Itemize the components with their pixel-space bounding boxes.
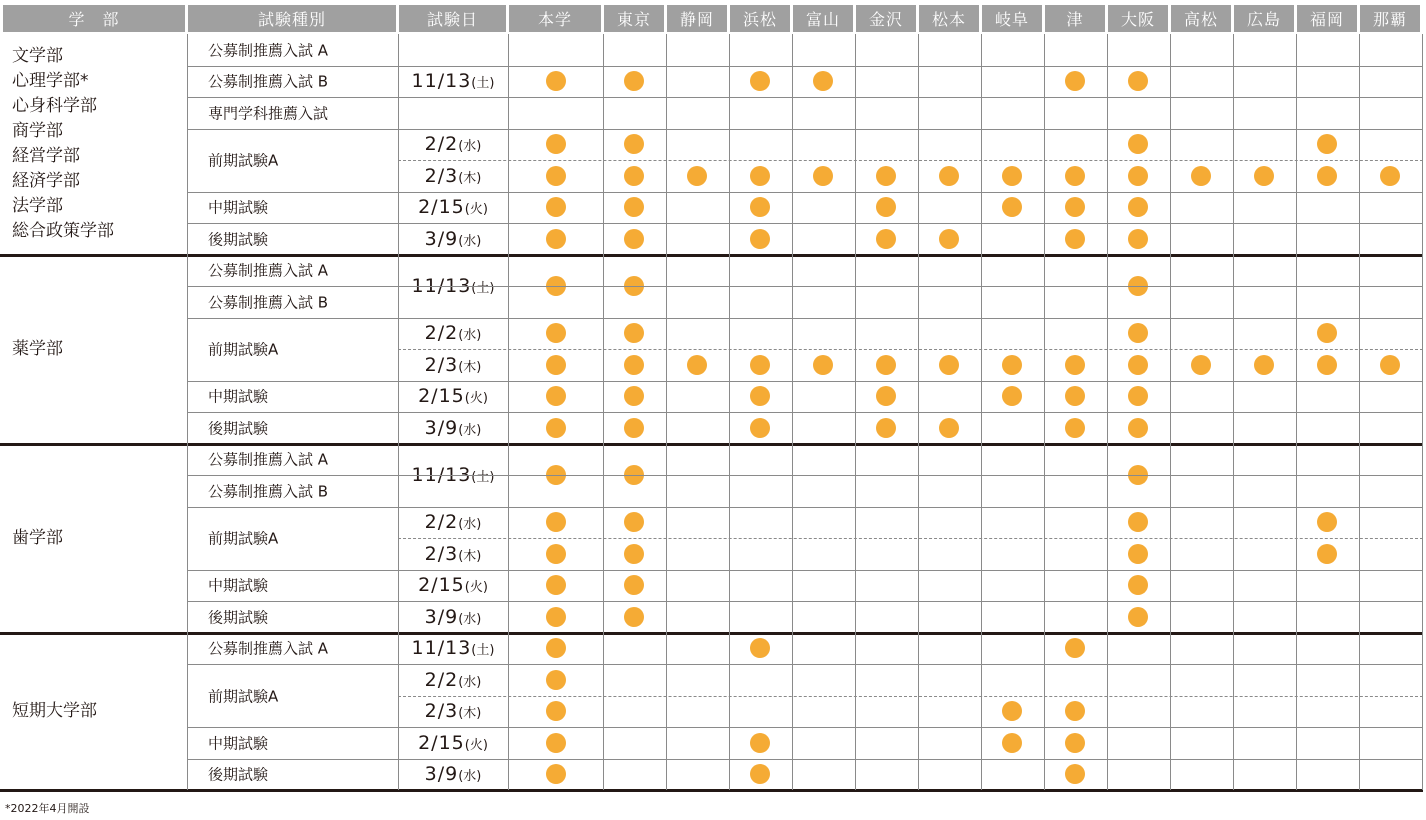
venue-available-dot [546, 544, 566, 564]
venue-available-dot [750, 71, 770, 91]
venue-available-dot [546, 764, 566, 784]
exam-type-label: 中期試験 [208, 387, 269, 406]
venue-available-dot [1191, 166, 1211, 186]
venue-available-dot [876, 418, 896, 438]
venue-available-dot [546, 197, 566, 217]
venue-available-dot [546, 323, 566, 343]
venue-available-dot [939, 229, 959, 249]
venue-available-dot [1317, 323, 1337, 343]
venue-available-dot [1317, 134, 1337, 154]
header-venue: 岐阜 [982, 5, 1042, 32]
exam-date-weekday: (水) [458, 139, 482, 155]
exam-date-weekday: (水) [458, 422, 482, 438]
exam-date-weekday: (土) [471, 470, 495, 485]
exam-date [398, 669, 508, 691]
exam-date [398, 574, 508, 596]
exam-type-label: 中期試験 [208, 734, 269, 753]
venue-available-dot [1065, 764, 1085, 784]
venue-available-dot [1191, 355, 1211, 375]
venue-available-dot [1065, 197, 1085, 217]
exam-type-label: 公募制推薦入試 A [208, 450, 329, 469]
exam-type-label: 公募制推薦入試 B [208, 72, 329, 91]
venue-available-dot [750, 764, 770, 784]
venue-available-dot [750, 355, 770, 375]
venue-available-dot [1254, 355, 1274, 375]
exam-type-label: 中期試験 [208, 198, 269, 217]
exam-date [398, 322, 508, 344]
venue-available-dot [624, 166, 644, 186]
venue-available-dot [876, 166, 896, 186]
exam-date-day: 11/13 [411, 464, 472, 486]
exam-date [398, 165, 508, 187]
venue-available-dot [750, 197, 770, 217]
faculty-name: 経営学部 [12, 146, 80, 167]
header-venue: 本学 [509, 5, 601, 32]
venue-available-dot [750, 386, 770, 406]
exam-date-day: 3/9 [424, 763, 459, 786]
venue-available-dot [1065, 733, 1085, 753]
venue-available-dot [546, 229, 566, 249]
venue-available-dot [1317, 355, 1337, 375]
exam-date [398, 354, 508, 376]
faculty-name: 短期大学部 [12, 700, 97, 721]
header-venue: 松本 [919, 5, 979, 32]
venue-available-dot [1128, 134, 1148, 154]
column-divider [918, 34, 919, 790]
exam-date-weekday: (水) [458, 674, 482, 690]
exam-type-label: 公募制推薦入試 A [208, 261, 329, 280]
row-divider [187, 759, 1423, 760]
footnote: *2022年4月開設 [5, 802, 90, 815]
exam-type-label: 後期試験 [208, 419, 269, 438]
exam-date-weekday: (火) [464, 737, 488, 753]
exam-date-weekday: (木) [458, 359, 482, 375]
exam-type-label: 公募制推薦入試 B [208, 482, 329, 501]
header-venue: 高松 [1171, 5, 1231, 32]
venue-available-dot [1002, 166, 1022, 186]
exam-date-weekday: (水) [458, 611, 482, 627]
exam-date-day: 2/3 [424, 164, 459, 187]
venue-available-dot [939, 166, 959, 186]
exam-type-label: 公募制推薦入試 A [208, 41, 329, 60]
exam-date-day: 2/2 [424, 133, 459, 156]
venue-available-dot [624, 575, 644, 595]
venue-available-dot [1380, 166, 1400, 186]
exam-date [398, 543, 508, 565]
venue-available-dot [624, 386, 644, 406]
column-divider [981, 34, 982, 790]
row-divider [187, 727, 1423, 728]
column-divider [855, 34, 856, 790]
row-divider [187, 192, 1423, 193]
venue-available-dot [546, 71, 566, 91]
row-divider [187, 66, 1423, 67]
venue-available-dot [1065, 701, 1085, 721]
venue-available-dot [624, 134, 644, 154]
row-divider [398, 349, 1423, 350]
exam-date [398, 385, 508, 407]
group-separator [0, 443, 1423, 446]
row-divider [187, 223, 1423, 224]
exam-date-weekday: (木) [458, 170, 482, 186]
column-divider [603, 34, 604, 790]
faculty-name: 歯学部 [12, 527, 63, 548]
row-divider [187, 381, 1423, 382]
exam-date [398, 763, 508, 785]
exam-date-weekday: (土) [471, 281, 495, 296]
venue-available-dot [624, 512, 644, 532]
venue-available-dot [1065, 166, 1085, 186]
venue-available-dot [624, 71, 644, 91]
faculty-cell [12, 699, 97, 724]
venue-available-dot [1128, 418, 1148, 438]
venue-available-dot [1128, 71, 1148, 91]
exam-date-day: 2/2 [424, 511, 459, 534]
exam-date-weekday: (土) [471, 643, 495, 659]
row-divider [187, 412, 1423, 413]
exam-type-label: 前期試験A [208, 151, 279, 170]
venue-available-dot [750, 733, 770, 753]
faculty-name: 商学部 [12, 121, 63, 142]
row-divider [187, 129, 1423, 130]
venue-available-dot [624, 323, 644, 343]
exam-date-weekday: (木) [458, 548, 482, 564]
venue-available-dot [876, 355, 896, 375]
venue-available-dot [546, 166, 566, 186]
exam-date [398, 700, 508, 722]
exam-date [398, 637, 508, 659]
venue-available-dot [1065, 386, 1085, 406]
column-divider [398, 34, 399, 790]
venue-available-dot [813, 166, 833, 186]
header-venue: 浜松 [730, 5, 790, 32]
exam-date-weekday: (水) [458, 328, 482, 344]
column-divider [1107, 34, 1108, 790]
faculty-cell [12, 44, 114, 244]
exam-date-day: 11/13 [411, 637, 472, 660]
venue-available-dot [1065, 355, 1085, 375]
header-venue: 那覇 [1360, 5, 1420, 32]
venue-available-dot [1128, 197, 1148, 217]
exam-date [398, 133, 508, 155]
venue-available-dot [1065, 71, 1085, 91]
venue-available-dot [1128, 386, 1148, 406]
column-divider [666, 34, 667, 790]
venue-available-dot [876, 229, 896, 249]
venue-available-dot [1254, 166, 1274, 186]
venue-available-dot [546, 512, 566, 532]
exam-date-weekday: (水) [458, 769, 482, 785]
row-divider [187, 318, 1423, 319]
header-venue: 大阪 [1108, 5, 1168, 32]
venue-available-dot [1065, 638, 1085, 658]
venue-available-dot [1317, 544, 1337, 564]
column-divider [729, 34, 730, 790]
venue-available-dot [1317, 166, 1337, 186]
exam-date-day: 2/3 [424, 542, 459, 565]
exam-date-day: 3/9 [424, 605, 459, 628]
venue-available-dot [813, 71, 833, 91]
venue-available-dot [624, 229, 644, 249]
row-divider [187, 97, 1423, 98]
faculty-name: 薬学部 [12, 338, 63, 359]
venue-available-dot [546, 418, 566, 438]
exam-date-weekday: (火) [464, 391, 488, 407]
venue-available-dot [546, 607, 566, 627]
venue-available-dot [546, 134, 566, 154]
venue-available-dot [939, 355, 959, 375]
exam-date-day: 2/3 [424, 700, 459, 723]
venue-available-dot [546, 638, 566, 658]
venue-available-dot [687, 355, 707, 375]
exam-date-day: 11/13 [411, 275, 472, 297]
exam-date [398, 417, 508, 439]
exam-type-label: 前期試験A [208, 529, 279, 548]
exam-type-label: 後期試験 [208, 230, 269, 249]
column-divider [1233, 34, 1234, 790]
venue-available-dot [1317, 512, 1337, 532]
exam-date-day: 2/15 [418, 385, 465, 408]
exam-type-label: 公募制推薦入試 A [208, 639, 329, 658]
venue-available-dot [813, 355, 833, 375]
exam-date-day: 2/15 [418, 196, 465, 219]
venue-available-dot [1128, 323, 1148, 343]
exam-date [398, 732, 508, 754]
venue-available-dot [546, 701, 566, 721]
faculty-name: 法学部 [12, 196, 63, 217]
exam-date [398, 70, 508, 92]
venue-available-dot [1128, 355, 1148, 375]
venue-available-dot [1002, 197, 1022, 217]
exam-date [398, 511, 508, 533]
venue-available-dot [876, 197, 896, 217]
row-divider [187, 570, 1423, 571]
faculty-cell [12, 337, 63, 362]
exam-type-label: 後期試験 [208, 608, 269, 627]
header-venue: 富山 [793, 5, 853, 32]
faculty-name: 心理学部* [12, 71, 89, 92]
header-venue: 金沢 [856, 5, 916, 32]
exam-type-label: 後期試験 [208, 765, 269, 784]
header-exam-type: 試験種別 [188, 5, 396, 32]
column-divider [187, 34, 188, 790]
venue-available-dot [546, 355, 566, 375]
exam-type-label: 前期試験A [208, 340, 279, 359]
venue-available-dot [750, 638, 770, 658]
header-venue: 福岡 [1297, 5, 1357, 32]
exam-date-weekday: (土) [471, 76, 495, 92]
header-venue: 津 [1045, 5, 1105, 32]
row-divider [187, 475, 1423, 476]
row-divider [187, 601, 1423, 602]
venue-available-dot [624, 355, 644, 375]
venue-available-dot [1128, 575, 1148, 595]
exam-date-day: 2/2 [424, 322, 459, 345]
exam-type-label: 中期試験 [208, 576, 269, 595]
column-divider [508, 34, 509, 790]
exam-date-day: 3/9 [424, 227, 459, 250]
group-separator [0, 789, 1423, 792]
column-divider [1170, 34, 1171, 790]
exam-date-weekday: (木) [458, 706, 482, 722]
header-exam-date: 試験日 [399, 5, 506, 32]
venue-available-dot [546, 575, 566, 595]
venue-available-dot [1380, 355, 1400, 375]
venue-available-dot [1128, 166, 1148, 186]
venue-available-dot [939, 418, 959, 438]
column-divider [1044, 34, 1045, 790]
venue-available-dot [1002, 733, 1022, 753]
exam-date [398, 196, 508, 218]
exam-date-day: 2/15 [418, 731, 465, 754]
venue-available-dot [750, 418, 770, 438]
venue-available-dot [1128, 544, 1148, 564]
column-divider [1359, 34, 1360, 790]
row-divider [187, 286, 1423, 287]
venue-available-dot [687, 166, 707, 186]
exam-date-day: 3/9 [424, 416, 459, 439]
venue-available-dot [624, 607, 644, 627]
exam-date-weekday: (火) [464, 202, 488, 218]
venue-available-dot [1002, 386, 1022, 406]
faculty-name: 経済学部 [12, 171, 80, 192]
exam-date-day: 2/2 [424, 668, 459, 691]
header-faculty: 学 部 [3, 5, 185, 32]
header-venue: 東京 [604, 5, 664, 32]
faculty-name: 文学部 [12, 46, 63, 67]
venue-available-dot [624, 418, 644, 438]
venue-available-dot [546, 670, 566, 690]
row-divider [398, 160, 1423, 161]
exam-date-weekday: (水) [458, 233, 482, 249]
venue-available-dot [624, 197, 644, 217]
row-divider [187, 507, 1423, 508]
venue-available-dot [1128, 229, 1148, 249]
venue-available-dot [1002, 355, 1022, 375]
row-divider [398, 538, 1423, 539]
exam-date-day: 11/13 [411, 70, 472, 93]
venue-available-dot [1065, 418, 1085, 438]
column-divider [1422, 34, 1423, 790]
group-separator [0, 254, 1423, 257]
faculty-name: 心身科学部 [12, 96, 97, 117]
exam-date-day: 2/15 [418, 574, 465, 597]
venue-available-dot [1128, 607, 1148, 627]
exam-date-weekday: (火) [464, 580, 488, 596]
venue-available-dot [1128, 512, 1148, 532]
venue-available-dot [1065, 229, 1085, 249]
venue-available-dot [750, 166, 770, 186]
venue-available-dot [624, 544, 644, 564]
column-divider [1296, 34, 1297, 790]
venue-available-dot [546, 386, 566, 406]
header-venue: 静岡 [667, 5, 727, 32]
header-venue: 広島 [1234, 5, 1294, 32]
exam-date [398, 606, 508, 628]
venue-available-dot [1002, 701, 1022, 721]
exam-date [398, 228, 508, 250]
exam-type-label: 公募制推薦入試 B [208, 293, 329, 312]
exam-date-weekday: (水) [458, 517, 482, 533]
exam-type-label: 専門学科推薦入試 [208, 104, 329, 123]
venue-available-dot [546, 733, 566, 753]
venue-available-dot [750, 229, 770, 249]
column-divider [792, 34, 793, 790]
exam-type-label: 前期試験A [208, 687, 279, 705]
faculty-cell [12, 526, 63, 551]
group-separator [0, 632, 1423, 635]
venue-available-dot [876, 386, 896, 406]
row-divider [398, 696, 1423, 697]
exam-date-day: 2/3 [424, 353, 459, 376]
faculty-name: 総合政策学部 [12, 221, 114, 242]
row-divider [187, 664, 1423, 665]
